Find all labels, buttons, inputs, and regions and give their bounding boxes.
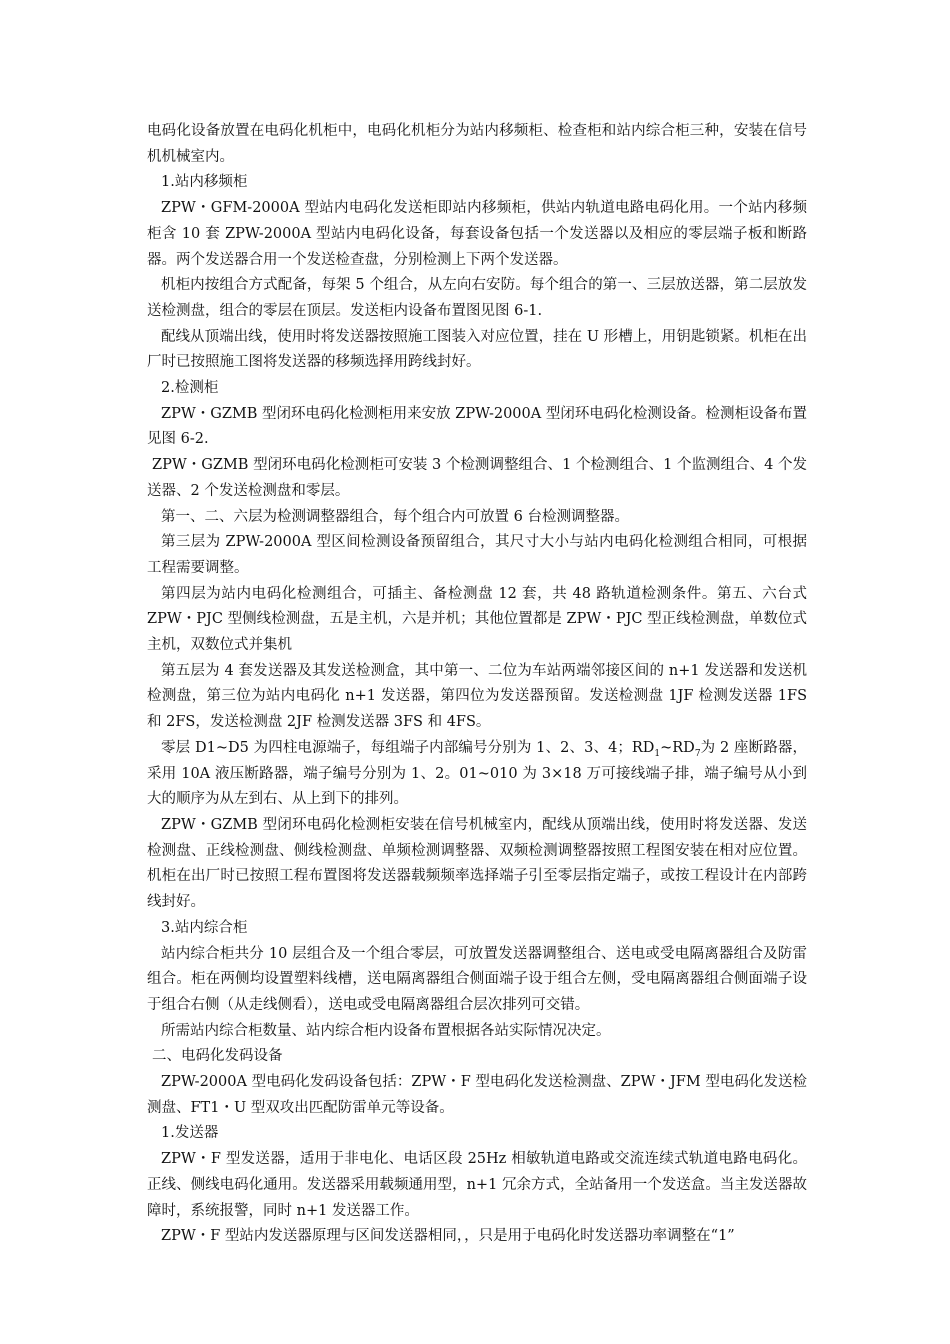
rd-range-label: $RD_1\sim RD_7$ [631,739,701,759]
paragraph-cabinet-layout: 机柜内按组合方式配备，每架 5 个组合，从左向右安防。每个组合的第一、三层放送器，第二层放发送检测盘，组合的零层在顶层。发送柜内设备布置图见图 6-1. [147,277,807,319]
paragraph-layer-3: 第三层为 ZPW-2000A 型区间检测设备预留组合，其尺寸大小与站内电码化检测组合相同，可根据工程需要调整。 [147,534,807,576]
paragraph-layers-1-2-6: 第一、二、六层为检测调整器组合，每个组合内可放置 6 台检测调整器。 [161,508,629,525]
paragraph-layer-4: 第四层为站内电码化检测组合，可插主、备检测盘 12 套，共 48 路轨道检测条件。第五、六台式 ZPW・PJC 型侧线检测盘，五是主机，六是并机；其他位置都是 ZPW・PJC 型正线检测盘，单数位式主机，双数位式并集机 [147,585,807,654]
paragraph-transmitter-principle: ZPW・F 型站内发送器原理与区间发送器相同，，只是用于电码化时发送器功率调整在“1” [161,1228,735,1245]
zero-layer-text-a: 零层 D1~D5 为四柱电源端子，每组端子内部编号分别为 1、2、3、4； [161,739,632,756]
document-body [147,119,807,1250]
paragraph-check-cabinet-capacity: ZPW・GZMB 型闭环电码化检测柜可安装 3 个检测调整组合、1 个检测组合、1 个监测组合、4 个发送器、2 个发送检测盘和零层。 [147,457,807,499]
paragraph-wiring: 配线从顶端出线，使用时将发送器按照施工图装入对应位置，挂在 U 形槽上，用钥匙锁紧。机柜在出厂时已按照施工图将发送器的移频选择用跨线封好。 [147,328,807,371]
intro-paragraph: 电码化设备放置在电码化机柜中，电码化机柜分为站内移频柜、检查柜和站内综合柜三种，安装在信号机机械室内。 [147,123,807,165]
section-heading-shift-cabinet: 1.站内移频柜 [161,174,248,191]
section-heading-integrated-cabinet: 3.站内综合柜 [161,919,248,936]
section-heading-coding-equipment: 二、电码化发码设备 [152,1048,283,1065]
paragraph-install: ZPW・GZMB 型闭环电码化检测柜安装在信号机械室内，配线从顶端出线，使用时将发送器、发送检测盘、正线检测盘、侧线检测盘、单频检测调整器、双频检测调整器按照工程图安装在相对应位置。机柜在出厂时已按照工程布置图将发送器载频频率选择端子引至零层指定端子，或按工程设计在内部跨线封好。 [147,816,807,911]
paragraph-transmitter-desc: ZPW・F 型发送器，适用于非电化、电话区段 25Hz 相敏轨道电路或交流连续式轨道电路电码化。正线、侧线电码化通用。发送器采用载频通用型，n+1 冗余方式，全站备用一个发送盒。当主发送器故障时，系统报警，同时 n+1 发送器工作。 [147,1151,807,1219]
paragraph-integrated-cabinet-quantity: 所需站内综合柜数量、站内综合柜内设备布置根据各站实际情况决定。 [161,1022,611,1039]
paragraph-zero-layer [147,736,807,813]
paragraph-check-cabinet-desc: ZPW・GZMB 型闭环电码化检测柜用来安放 ZPW-2000A 型闭环电码化检测设备。检测柜设备布置见图 6-2. [147,405,807,448]
section-heading-transmitter: 1.发送器 [161,1125,219,1142]
section-heading-check-cabinet: 2.检测柜 [161,380,219,397]
paragraph-coding-equipment-desc: ZPW-2000A 型电码化发码设备包括：ZPW・F 型电码化发送检测盘、ZPW・JFM 型电码化发送检测盘、FT1・U 型双攻出匹配防雷单元等设备。 [147,1074,807,1116]
paragraph-integrated-cabinet-desc: 站内综合柜共分 10 层组合及一个组合零层，可放置发送器调整组合、送电或受电隔离器组合及防雷组合。柜在两侧均设置塑料线槽，送电隔离器组合侧面端子设于组合左侧，受电隔离器组合侧面端子设于组合右侧（从走线侧看），送电或受电隔离器组合层次排列可交错。 [147,945,807,1013]
paragraph-shift-cabinet-desc: ZPW・GFM-2000A 型站内电码化发送柜即站内移频柜，供站内轨道电路电码化用。一个站内移频柜含 10 套 ZPW-2000A 型站内电码化设备，每套设备包括一个发送器以及相应的零层端子板和断路器。两个发送器合用一个发送检查盘，分别检测上下两个发送器。 [147,200,807,268]
paragraph-layer-5: 第五层为 4 套发送器及其发送检测盒，其中第一、二位为车站两端邻接区间的 n+1 发送器和发送机检测盘，第三位为站内电码化 n+1 发送器，第四位为发送器预留。发送检测盘 1JF 检测发送器 1FS 和 2FS，发送检测盘 2JF 检测发送器 3FS 和 4FS。 [147,662,807,731]
zero-layer-text-b: 为 2 座断路器，采用 10A 液压断路器，端子编号分别为 1、2。01~010 为 3×18 万可接线端子排，端子编号从小到大的顺序为从左到右、从上到下的排列。 [147,739,807,808]
